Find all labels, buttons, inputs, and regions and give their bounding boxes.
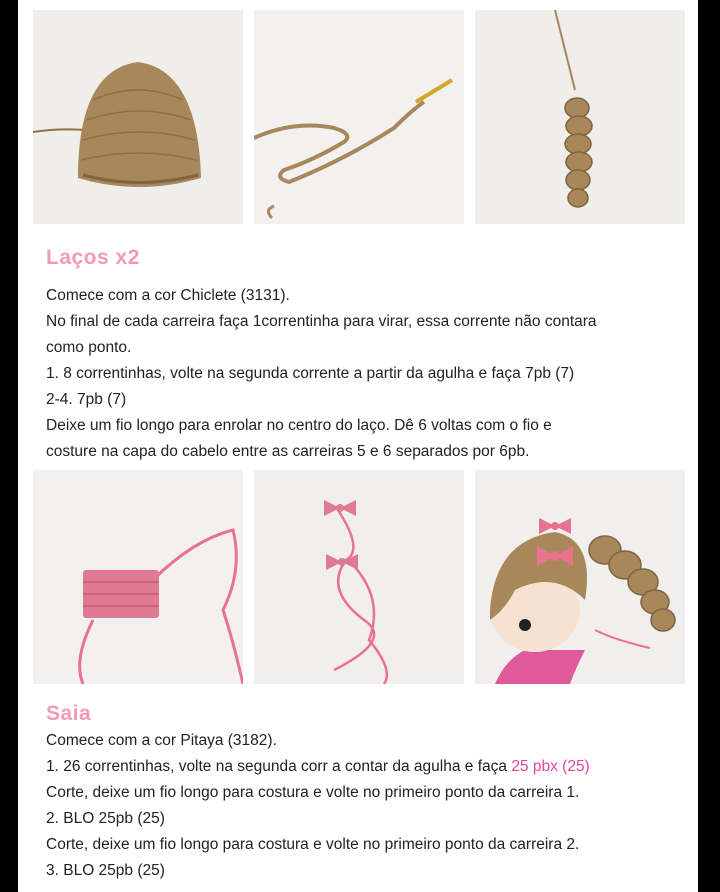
stitch-count-highlight: 25 pbx (25) [511, 758, 590, 775]
photo-two-bows [254, 470, 464, 684]
photo-spiral-curl [475, 10, 685, 224]
photo-chain-curl [254, 10, 464, 224]
instruction-line: Comece com a cor Chiclete (3131). [46, 287, 290, 304]
instruction-line: Deixe um fio longo para enrolar no centro do laço. Dê 6 voltas com o fio e [46, 417, 552, 434]
instruction-line [46, 754, 686, 780]
instruction-line: 3. BLO 25pb (25) [46, 862, 165, 879]
instruction-line: costure na capa do cabelo entre as carreiras 5 e 6 separados por 6pb. [46, 443, 530, 460]
lacos-instructions [46, 283, 686, 465]
instruction-line: 2-4. 7pb (7) [46, 391, 127, 408]
instruction-line: como ponto. [46, 339, 132, 356]
instruction-line: Comece com a cor Pitaya (3182). [46, 732, 277, 749]
instruction-line: Corte, deixe um fio longo para costura e volte no primeiro ponto da carreira 2. [46, 836, 580, 853]
instruction-line: Corte, deixe um fio longo para costura e volte no primeiro ponto da carreira 1. [46, 784, 580, 801]
bottom-photo-row [33, 470, 685, 684]
photo-pink-rectangle [33, 470, 243, 684]
top-photo-row [33, 10, 685, 224]
pattern-page [18, 0, 698, 892]
instruction-text: 1. 26 correntinhas, volte na segunda corr a contar da agulha e faça [46, 758, 512, 775]
section-heading-saia: Saia [46, 702, 92, 725]
photo-doll-with-bows [475, 470, 685, 684]
photo-hair-cap [33, 10, 243, 224]
saia-instructions [46, 728, 686, 884]
section-heading-lacos: Laços x2 [46, 246, 140, 269]
instruction-line: 2. BLO 25pb (25) [46, 810, 165, 827]
instruction-line: No final de cada carreira faça 1correntinha para virar, essa corrente não contara [46, 313, 597, 330]
instruction-line: 1. 8 correntinhas, volte na segunda corrente a partir da agulha e faça 7pb (7) [46, 365, 575, 382]
